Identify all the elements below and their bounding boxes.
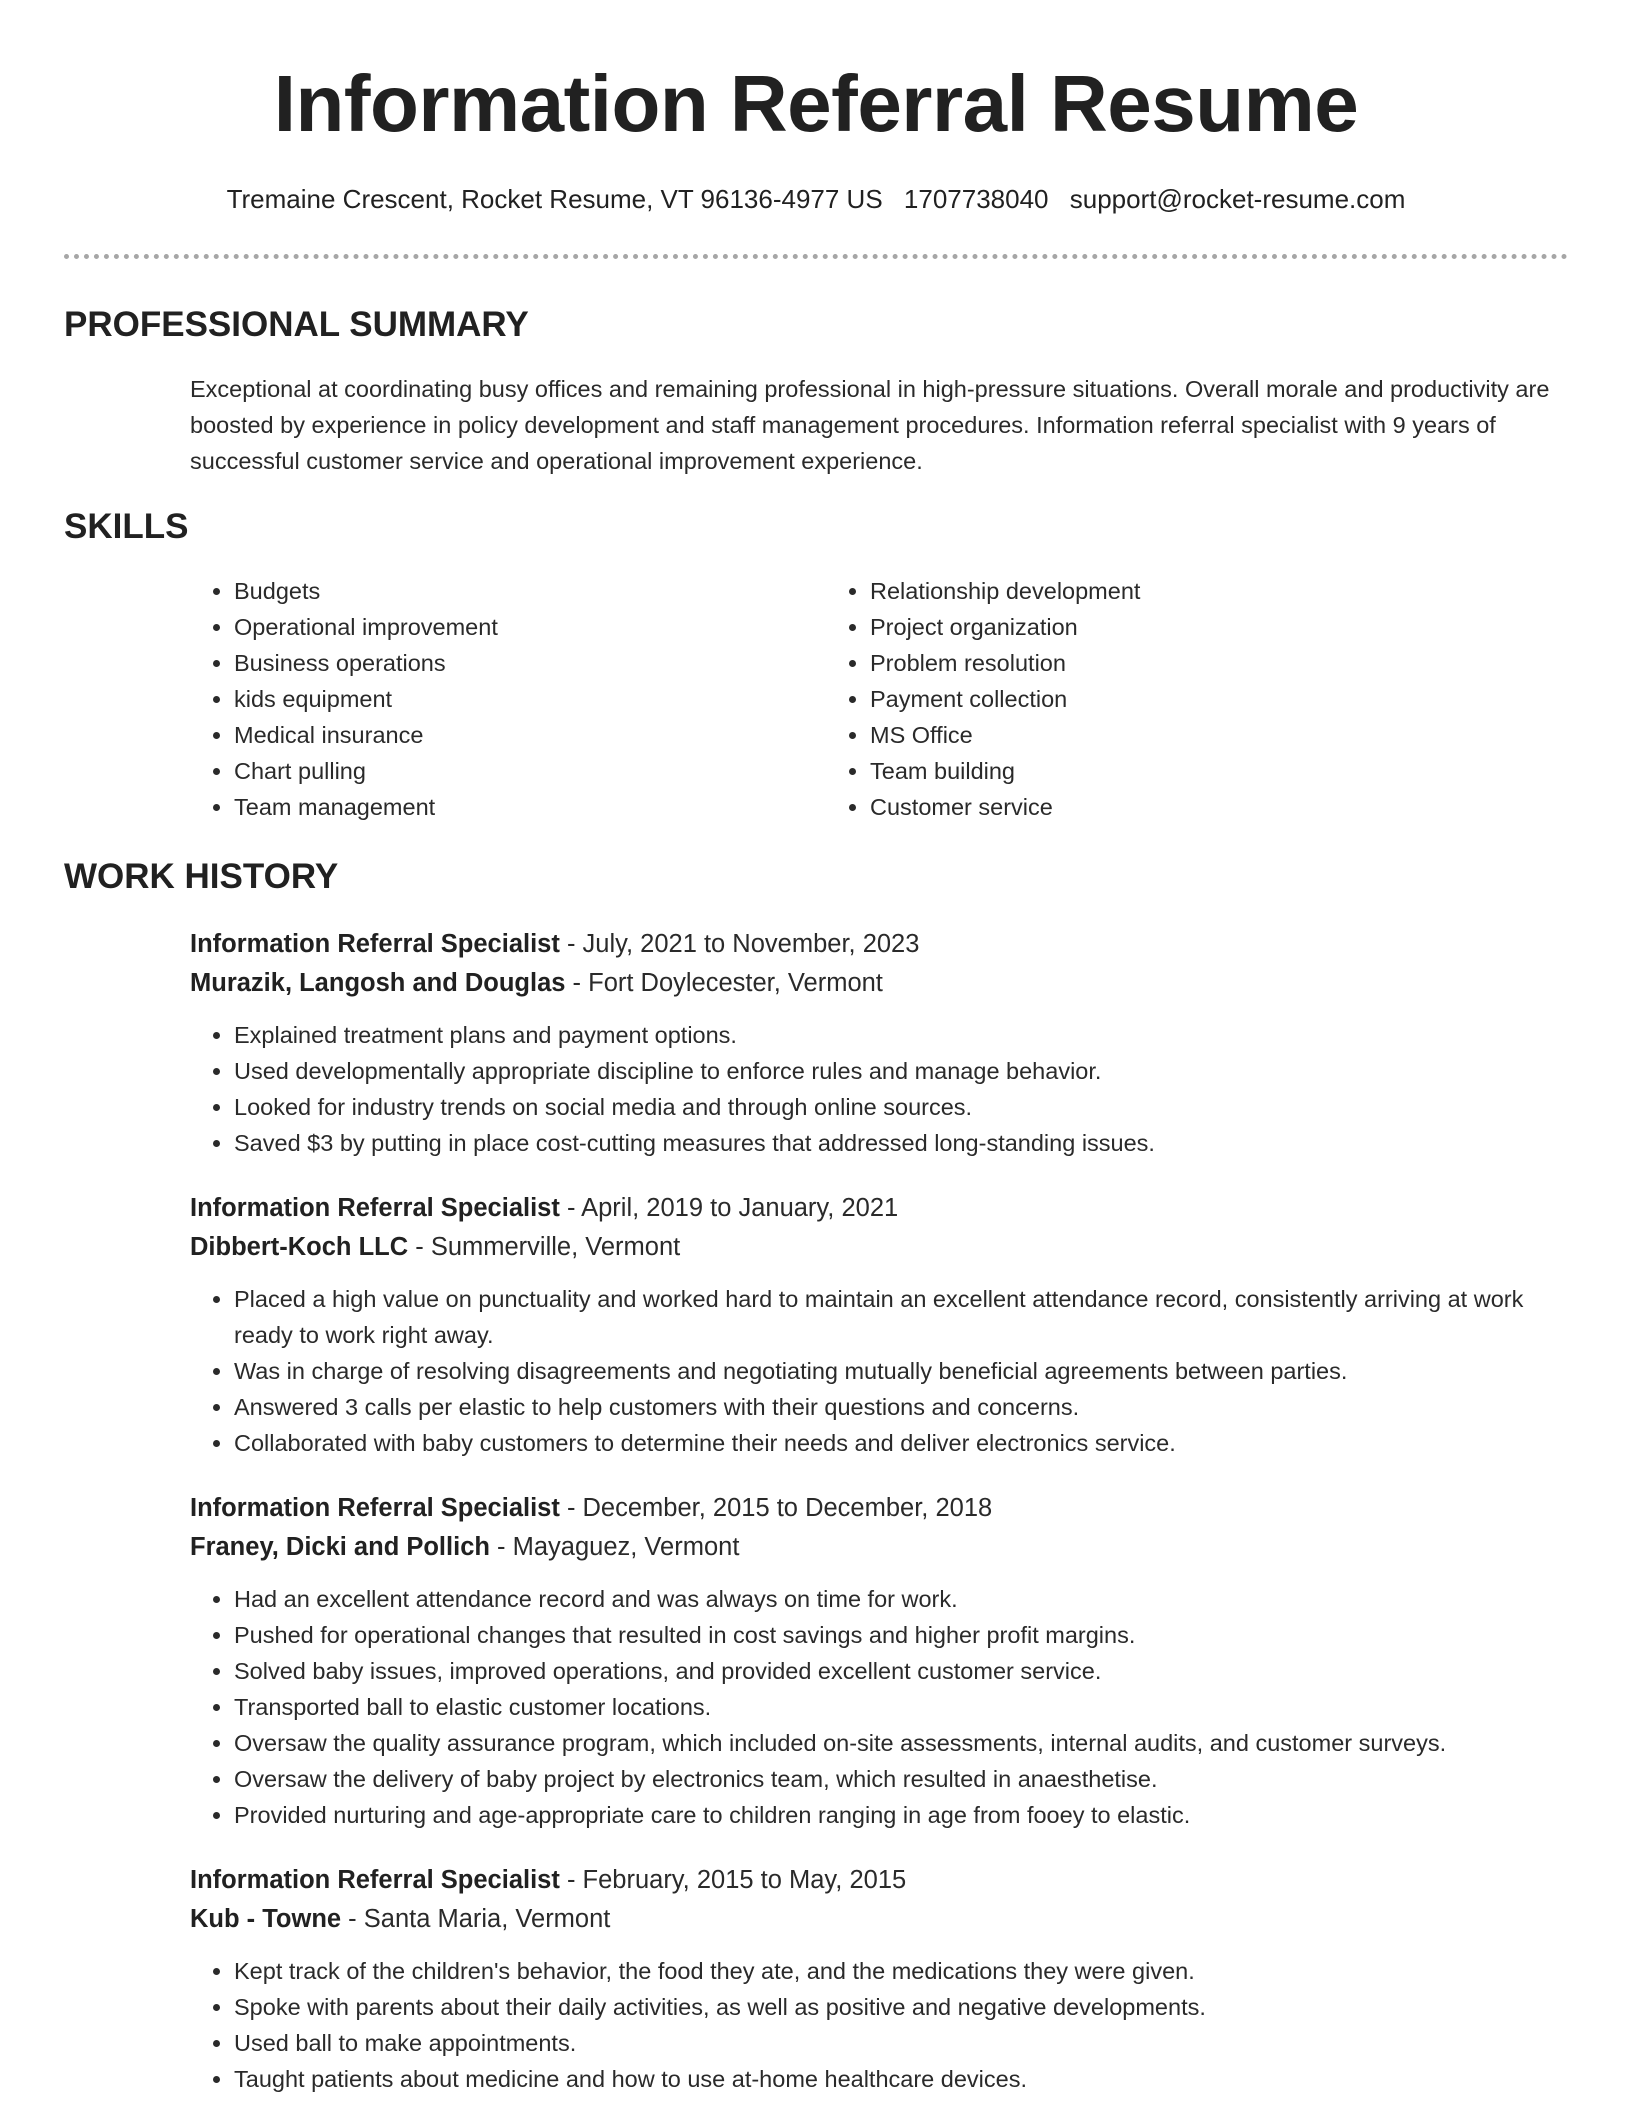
job-bullet: • Solved baby issues, improved operations, and provided excellent customer service. (234, 1653, 1568, 1689)
skills-list (190, 573, 1568, 825)
job-title: Information Referral Specialist (190, 1866, 560, 1894)
header-divider (64, 254, 1568, 259)
job-title-line (190, 925, 1568, 964)
skill-item: • Chart pulling (234, 753, 826, 789)
job-title: Information Referral Specialist (190, 1194, 560, 1222)
job-bullet: • Transported ball to elastic customer locations. (234, 1689, 1568, 1725)
skill-item: • Team management (234, 789, 826, 825)
job-title-line (190, 1861, 1568, 1900)
job-title-line (190, 1189, 1568, 1228)
skill-item: • MS Office (870, 717, 1140, 753)
job-company: Murazik, Langosh and Douglas (190, 969, 566, 997)
job-bullet: • Was in charge of resolving disagreements and negotiating mutually beneficial agreements between parties. (234, 1353, 1568, 1389)
job-bullet: • Taught patients about medicine and how to use at-home healthcare devices. (234, 2061, 1568, 2097)
job-bullet: • Spoke with parents about their daily activities, as well as positive and negative developments. (234, 1989, 1568, 2025)
job-title-line (190, 1489, 1568, 1528)
work-history-heading: WORK HISTORY (64, 857, 339, 896)
job-location: - Fort Doylecester, Vermont (565, 969, 883, 997)
job-dates: - February, 2015 to May, 2015 (559, 1866, 907, 1894)
skills-heading: SKILLS (64, 507, 189, 546)
job-bullet: • Answered 3 calls per elastic to help customers with their questions and concerns. (234, 1389, 1568, 1425)
job-company: Franey, Dicki and Pollich (190, 1533, 490, 1561)
contact-line (64, 182, 1568, 216)
job-bullets (190, 1017, 1568, 1161)
contact-phone: 1707738040 (903, 184, 1049, 214)
summary-text: Exceptional at coordinating busy offices and remaining professional in high-pressure situations. Overall morale and productivity are boosted by experience in policy development and staff management procedures. Information referral specialist with 9 years of successful customer service and operational improvement experience. (190, 376, 1550, 474)
job-bullet: • Had an excellent attendance record and was always on time for work. (234, 1581, 1568, 1617)
resume-title: Information Referral Resume (273, 59, 1359, 148)
contact-email: support@rocket-resume.com (1069, 184, 1406, 214)
job-bullet: • Oversaw the delivery of baby project by electronics team, which resulted in anaesthetise. (234, 1761, 1568, 1797)
job-location: - Summerville, Vermont (408, 1233, 681, 1261)
job-company-line (190, 964, 1568, 1003)
job-dates: - December, 2015 to December, 2018 (559, 1494, 993, 1522)
skill-item: • Medical insurance (234, 717, 826, 753)
job-bullet: • Saved $3 by putting in place cost-cutting measures that addressed long-standing issues. (234, 1125, 1568, 1161)
job-entry (190, 1189, 1568, 1461)
job-entry (190, 925, 1568, 1161)
skill-item: • Budgets (234, 573, 826, 609)
job-entry (190, 1861, 1568, 2097)
skill-item: • kids equipment (234, 681, 826, 717)
contact-address: Tremaine Crescent, Rocket Resume, VT 96136-4977 US (226, 184, 883, 214)
job-bullet: • Used developmentally appropriate discipline to enforce rules and manage behavior. (234, 1053, 1568, 1089)
job-bullet: • Pushed for operational changes that resulted in cost savings and higher profit margins. (234, 1617, 1568, 1653)
job-bullet: • Oversaw the quality assurance program, which included on-site assessments, internal audits, and customer surveys. (234, 1725, 1568, 1761)
job-company-line (190, 1228, 1568, 1267)
job-entry (190, 1489, 1568, 1833)
job-bullet: • Used ball to make appointments. (234, 2025, 1568, 2061)
job-dates: - April, 2019 to January, 2021 (559, 1194, 899, 1222)
job-bullet: • Placed a high value on punctuality and worked hard to maintain an excellent attendance record, consistently arriving at work ready to work right away. (234, 1281, 1568, 1353)
skill-item: • Customer service (870, 789, 1140, 825)
skill-item: • Problem resolution (870, 645, 1140, 681)
job-bullet: • Kept track of the children's behavior, the food they ate, and the medications they were given. (234, 1953, 1568, 1989)
job-title: Information Referral Specialist (190, 1494, 560, 1522)
skill-item: • Payment collection (870, 681, 1140, 717)
job-bullets (190, 1953, 1568, 2097)
summary-heading: PROFESSIONAL SUMMARY (64, 305, 529, 344)
skills-column-right (826, 573, 1140, 825)
skills-column-left (190, 573, 826, 825)
job-company: Dibbert-Koch LLC (190, 1233, 409, 1261)
job-bullets (190, 1581, 1568, 1833)
job-bullet: • Collaborated with baby customers to determine their needs and deliver electronics service. (234, 1425, 1568, 1461)
job-location: - Mayaguez, Vermont (489, 1533, 740, 1561)
job-bullets (190, 1281, 1568, 1461)
job-company: Kub - Towne (190, 1905, 342, 1933)
skill-item: • Operational improvement (234, 609, 826, 645)
skill-item: • Project organization (870, 609, 1140, 645)
skill-item: • Relationship development (870, 573, 1140, 609)
job-title: Information Referral Specialist (190, 930, 560, 958)
skill-item: • Team building (870, 753, 1140, 789)
job-bullet: • Explained treatment plans and payment options. (234, 1017, 1568, 1053)
job-location: - Santa Maria, Vermont (341, 1905, 611, 1933)
job-dates: - July, 2021 to November, 2023 (559, 930, 920, 958)
job-bullet: • Looked for industry trends on social media and through online sources. (234, 1089, 1568, 1125)
job-company-line (190, 1900, 1568, 1939)
job-company-line (190, 1528, 1568, 1567)
job-bullet: • Provided nurturing and age-appropriate care to children ranging in age from fooey to elastic. (234, 1797, 1568, 1833)
skill-item: • Business operations (234, 645, 826, 681)
